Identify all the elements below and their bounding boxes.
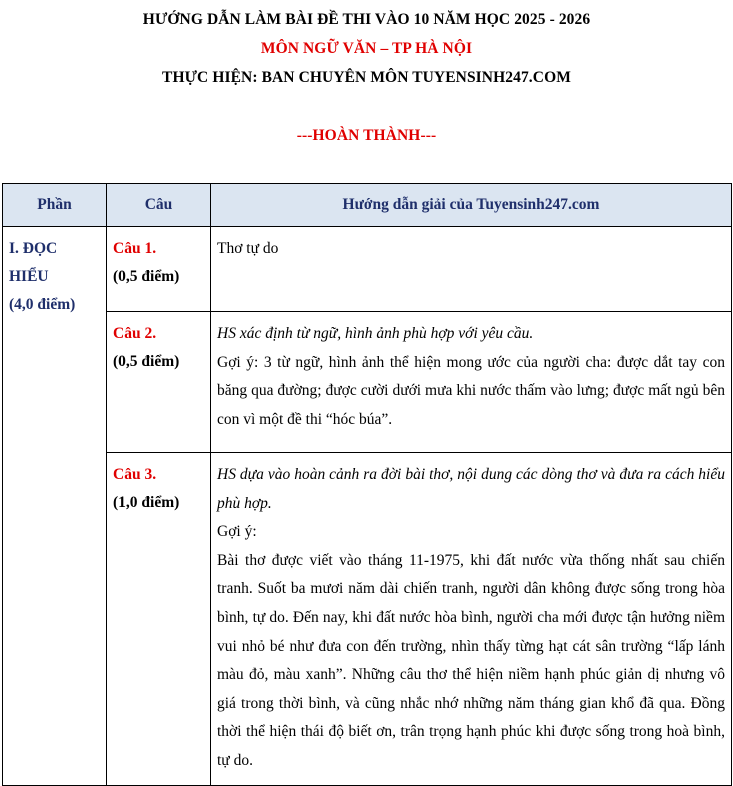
status-label: ---HOÀN THÀNH---: [296, 127, 437, 144]
guide-cell: [211, 453, 732, 786]
table-header-row: [3, 184, 732, 227]
column-header-huong-dan: Hướng dẫn giải của Tuyensinh247.com: [211, 184, 732, 227]
table-row: [3, 312, 732, 453]
question-score: (1,0 điểm): [113, 494, 180, 511]
question-label: Câu 2.: [113, 325, 157, 342]
guide-cell: [211, 227, 732, 312]
question-cell: [107, 312, 211, 453]
table-row: [3, 227, 732, 312]
question-cell: [107, 227, 211, 312]
answer-table: [2, 183, 732, 786]
guide-text: Bài thơ được viết vào tháng 11-1975, khi đất nước vừa thống nhất sau chiến tranh. Suốt ba mươi năm dài chiến tranh, người dân không được sống trong hòa bình, tự do. Đến nay, khi đất nước hòa bình, người cha mới được tận hưởng niềm vui nhỏ bé như đưa con đến trường, nhìn thấy từng hạt cát sân trường “lấp lánh màu đỏ, màu xanh”. Những câu thơ thể hiện niềm hạnh phúc giản dị nhưng vô giá trong thời bình, và cũng nhắc nhớ những năm tháng gian khổ đã qua. Đồng thời thể hiện thái độ biết ơn, trân trọng hạnh phúc khi được sống trong hoà bình, tự do.: [217, 551, 725, 769]
guide-hint-label: Gợi ý:: [217, 523, 257, 541]
column-header-cau: Câu: [107, 184, 211, 227]
document-subtitle: MÔN NGỮ VĂN – TP HÀ NỘI: [260, 40, 473, 57]
question-label: Câu 3.: [113, 466, 157, 483]
guide-instruction: HS xác định từ ngữ, hình ảnh phù hợp với yêu cầu.: [217, 325, 534, 342]
question-score: (0,5 điểm): [113, 268, 180, 285]
column-header-phan: Phần: [3, 184, 107, 227]
question-label: Câu 1.: [113, 240, 157, 257]
guide-text: Thơ tự do: [217, 240, 279, 257]
section-name: I. ĐỌC HIỂU: [9, 240, 58, 285]
section-score: (4,0 điểm): [9, 296, 76, 313]
guide-cell: [211, 312, 732, 453]
question-cell: [107, 453, 211, 786]
document-author: THỰC HIỆN: BAN CHUYÊN MÔN TUYENSINH247.COM: [162, 69, 571, 86]
guide-instruction: HS dựa vào hoàn cảnh ra đời bài thơ, nội dung các dòng thơ và đưa ra cách hiểu phù hợp.: [217, 466, 725, 512]
question-score: (0,5 điểm): [113, 353, 180, 370]
section-cell: [3, 227, 107, 786]
table-row: [3, 453, 732, 786]
document-title: HƯỚNG DẪN LÀM BÀI ĐỀ THI VÀO 10 NĂM HỌC 2025 - 2026: [142, 11, 591, 28]
guide-text: Gợi ý: 3 từ ngữ, hình ảnh thể hiện mong ước của người cha: được dắt tay con băng qua đường; được cười dưới mưa khi nước thấm vào lưng; được mất ngủ bên con vì một đề thi “hóc búa”.: [217, 353, 725, 428]
